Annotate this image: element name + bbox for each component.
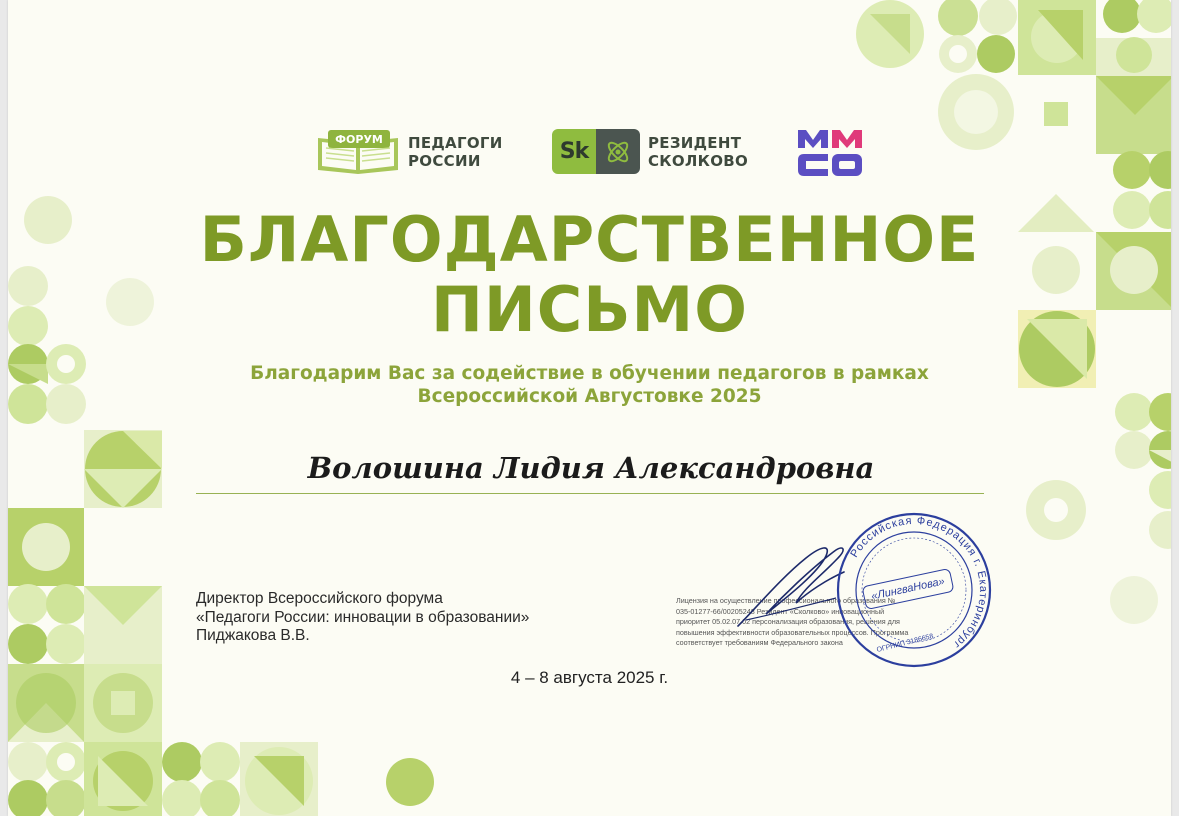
license-line2: 035-01277-66/00205248 Резидент «Сколково» инновационный: [676, 606, 885, 616]
signatory-line2: «Педагоги России: инновации в образовании»: [196, 608, 530, 626]
subtitle-line2: Всероссийской Августовке 2025: [417, 386, 762, 407]
certificate-title-line2: ПИСЬМО: [431, 273, 748, 346]
skolkovo-logo: [552, 129, 748, 174]
license-line1: Лицензия на осуществление профессионального образования №: [676, 596, 896, 605]
decorative-pattern: [8, 0, 1171, 816]
signatory-block: [196, 590, 529, 646]
signatory-line3: Пиджакова В.В.: [196, 627, 310, 644]
subtitle-line1: Благодарим Вас за содействие в обучении педагогов в рамках: [250, 363, 929, 384]
event-date: 4 – 8 августа 2025 г.: [510, 668, 669, 687]
sk-mark: Sk: [552, 129, 596, 174]
stamp-center-text: «ЛингваНова»: [861, 568, 954, 610]
skolkovo-line2: СКОЛКОВО: [648, 151, 749, 170]
license-line3: приоритет 05.02.07.02 персонализация образования, решения для: [676, 617, 900, 626]
forum-logo-line1: ПЕДАГОГИ: [408, 134, 503, 152]
atom-icon: [596, 129, 640, 174]
license-line4: повышения эффективности образовательных процессов. Программа: [676, 627, 909, 637]
svg-text:Российская Федерация г. Екатер: Российская Федерация г. Екатеринбург: [848, 514, 990, 651]
forum-badge-text: ФОРУМ: [335, 133, 383, 146]
certificate-title-line1: БЛАГОДАРСТВЕННОЕ: [199, 203, 980, 276]
recipient-name: Волошина Лидия Александровна: [307, 451, 875, 485]
signatory-line1: Директор Всероссийского форума: [196, 590, 443, 607]
skolkovo-line1: РЕЗИДЕНТ: [648, 133, 742, 152]
certificate-page: [8, 0, 1171, 816]
name-underline: [196, 493, 984, 494]
mmso-logo: [796, 128, 866, 178]
forum-logo-line2: РОССИИ: [408, 152, 481, 170]
book-icon: [314, 128, 402, 176]
forum-logo: [314, 128, 503, 176]
license-line5: соответствует требованиям Федерального закона: [676, 638, 843, 647]
stamp-ogrnip: ОГРНИП 3186658: [876, 633, 935, 654]
